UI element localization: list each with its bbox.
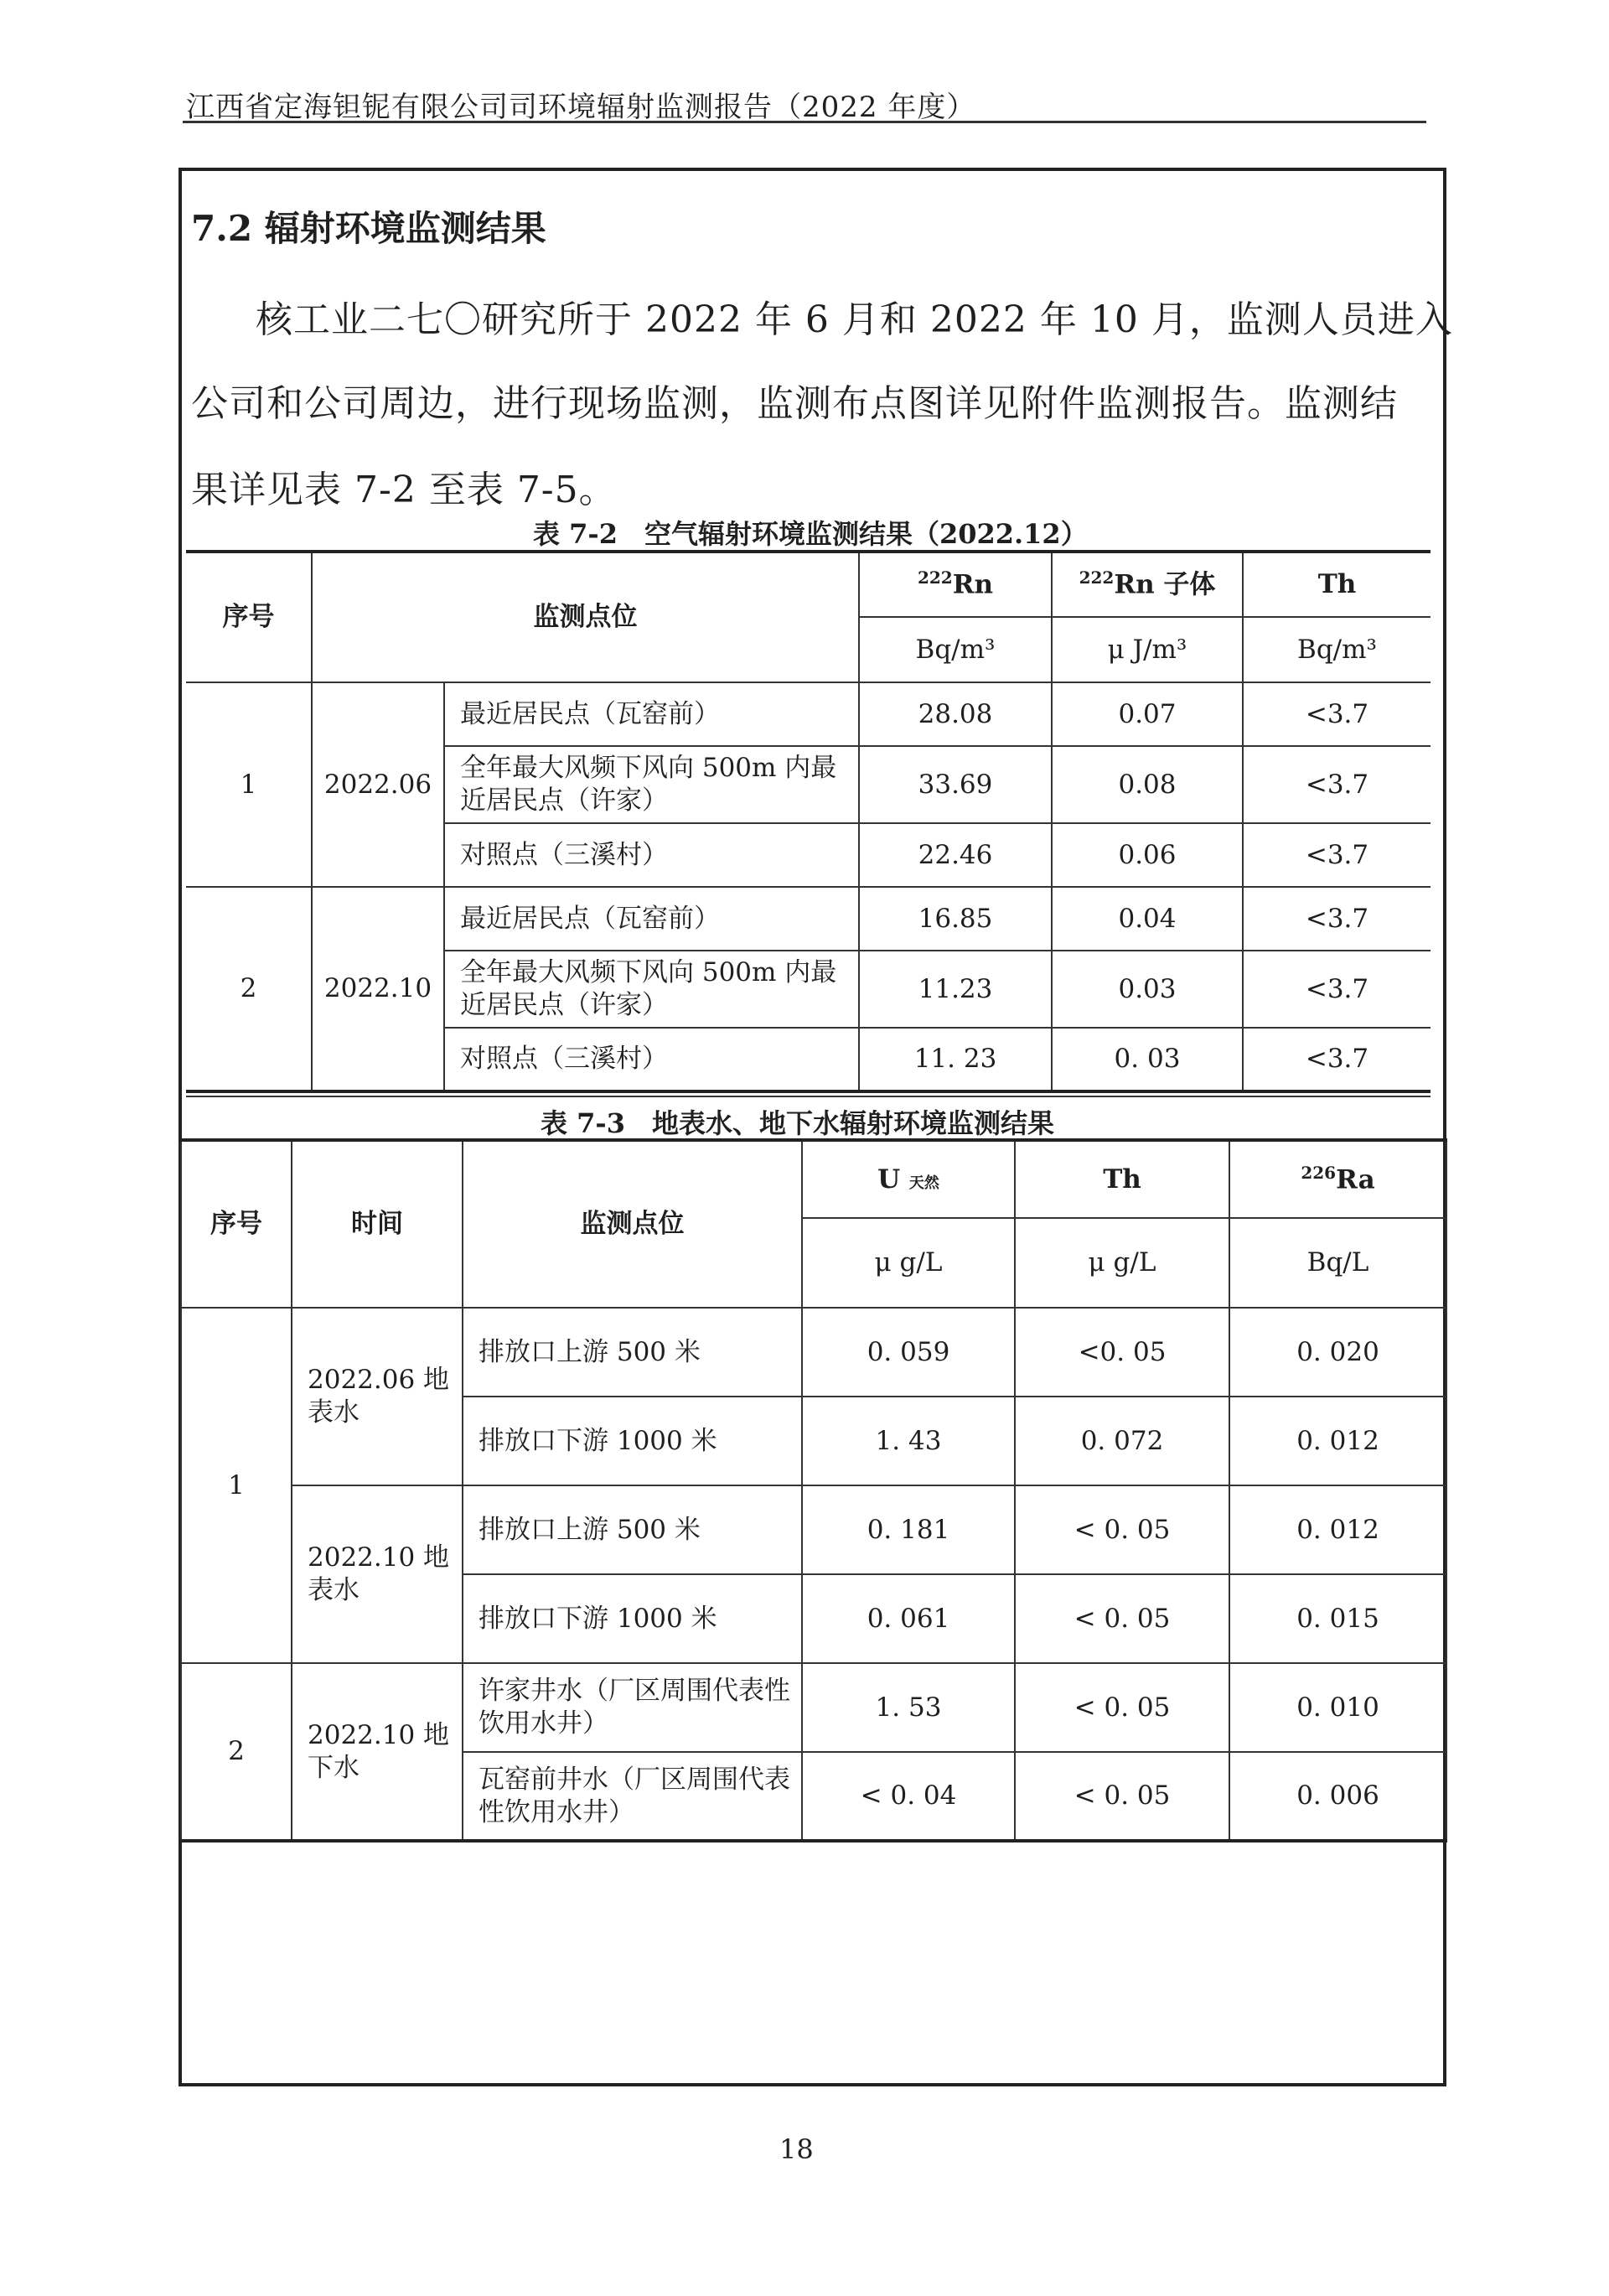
ra-value: 0. 012 xyxy=(1229,1485,1446,1574)
point-cell: 最近居民点（瓦窑前） xyxy=(444,887,859,951)
point-cell: 全年最大风频下风向 500m 内最近居民点（许家） xyxy=(444,951,859,1028)
unit-ra: Bq/L xyxy=(1229,1218,1446,1308)
date-cell: 2022.10 xyxy=(312,887,444,1091)
rn-value: 11.23 xyxy=(859,951,1052,1028)
table-7-3-caption: 表 7-3 地表水、地下水辐射环境监测结果 xyxy=(541,1107,1054,1139)
paragraph-line-1: 核工业二七〇研究所于 2022 年 6 月和 2022 年 10 月，监测人员进入 xyxy=(256,298,1453,341)
col-time-header: 时间 xyxy=(292,1140,463,1308)
u-value: 0. 061 xyxy=(802,1574,1015,1663)
point-cell: 排放口上游 500 米 xyxy=(463,1308,802,1397)
col-ra-header: $^{226}$Ra xyxy=(1229,1140,1446,1218)
th-value: <3.7 xyxy=(1243,1028,1431,1091)
point-cell: 排放口上游 500 米 xyxy=(463,1485,802,1574)
ra-value: 0. 006 xyxy=(1229,1752,1446,1841)
rn-daughter-value: 0. 03 xyxy=(1052,1028,1243,1091)
col-u-header: U 天然 xyxy=(802,1140,1015,1218)
u-value: 0. 181 xyxy=(802,1485,1015,1574)
paragraph-line-3: 果详见表 7-2 至表 7-5。 xyxy=(191,469,617,511)
point-cell: 排放口下游 1000 米 xyxy=(463,1574,802,1663)
table-7-2-bottom-rule xyxy=(186,1096,1431,1097)
rn-value: 28.08 xyxy=(859,682,1052,746)
seq-cell: 1 xyxy=(181,1308,292,1663)
paragraph-line-2: 公司和公司周边，进行现场监测，监测布点图详见附件监测报告。监测结 xyxy=(191,382,1398,425)
point-cell: 对照点（三溪村） xyxy=(444,1028,859,1091)
u-value: < 0. 04 xyxy=(802,1752,1015,1841)
th-value: <3.7 xyxy=(1243,823,1431,887)
ra-value: 0. 015 xyxy=(1229,1574,1446,1663)
seq-cell: 2 xyxy=(186,887,312,1091)
unit-th: Bq/m³ xyxy=(1243,617,1431,682)
col-rn-daughter-header: $^{222}$Rn 子体 xyxy=(1052,552,1243,617)
th-value: <0. 05 xyxy=(1015,1308,1229,1397)
ra-value: 0. 012 xyxy=(1229,1397,1446,1485)
table-7-2 xyxy=(186,550,1431,1093)
th-value: 0. 072 xyxy=(1015,1397,1229,1485)
seq-cell: 2 xyxy=(181,1663,292,1841)
time-cell: 2022.10 地表水 xyxy=(292,1485,463,1663)
unit-th: μ g/L xyxy=(1015,1218,1229,1308)
ra-value: 0. 020 xyxy=(1229,1308,1446,1397)
col-seq-header: 序号 xyxy=(186,552,312,682)
point-cell: 瓦窑前井水（厂区周围代表性饮用水井） xyxy=(463,1752,802,1841)
rn-value: 11. 23 xyxy=(859,1028,1052,1091)
rn-value: 16.85 xyxy=(859,887,1052,951)
seq-cell: 1 xyxy=(186,682,312,887)
u-value: 1. 53 xyxy=(802,1663,1015,1752)
th-value: <3.7 xyxy=(1243,951,1431,1028)
th-value: < 0. 05 xyxy=(1015,1574,1229,1663)
th-value: <3.7 xyxy=(1243,746,1431,823)
unit-rn-daughter: μ J/m³ xyxy=(1052,617,1243,682)
table-7-2-caption: 表 7-2 空气辐射环境监测结果（2022.12） xyxy=(533,518,1088,550)
th-value: <3.7 xyxy=(1243,887,1431,951)
unit-u: μ g/L xyxy=(802,1218,1015,1308)
th-value: <3.7 xyxy=(1243,682,1431,746)
page-number: 18 xyxy=(779,2133,814,2165)
time-cell: 2022.06 地表水 xyxy=(292,1308,463,1485)
col-th-header: Th xyxy=(1015,1140,1229,1218)
point-cell: 全年最大风频下风向 500m 内最近居民点（许家） xyxy=(444,746,859,823)
ra-value: 0. 010 xyxy=(1229,1663,1446,1752)
point-cell: 对照点（三溪村） xyxy=(444,823,859,887)
rn-daughter-value: 0.06 xyxy=(1052,823,1243,887)
col-point-header: 监测点位 xyxy=(463,1140,802,1308)
col-th-header: Th xyxy=(1243,552,1431,617)
th-value: < 0. 05 xyxy=(1015,1663,1229,1752)
unit-rn: Bq/m³ xyxy=(859,617,1052,682)
rn-value: 33.69 xyxy=(859,746,1052,823)
time-cell: 2022.10 地下水 xyxy=(292,1663,463,1841)
point-cell: 最近居民点（瓦窑前） xyxy=(444,682,859,746)
header-title: 江西省定海钽铌有限公司司环境辐射监测报告（2022 年度） xyxy=(186,91,976,124)
point-cell: 许家井水（厂区周围代表性饮用水井） xyxy=(463,1663,802,1752)
th-value: < 0. 05 xyxy=(1015,1752,1229,1841)
rn-daughter-value: 0.04 xyxy=(1052,887,1243,951)
section-title: 7.2 辐射环境监测结果 xyxy=(191,208,546,249)
rn-value: 22.46 xyxy=(859,823,1052,887)
rn-daughter-value: 0.03 xyxy=(1052,951,1243,1028)
col-rn-header: $^{222}$Rn xyxy=(859,552,1052,617)
th-value: < 0. 05 xyxy=(1015,1485,1229,1574)
col-point-header: 监测点位 xyxy=(312,552,859,682)
u-value: 1. 43 xyxy=(802,1397,1015,1485)
point-cell: 排放口下游 1000 米 xyxy=(463,1397,802,1485)
u-value: 0. 059 xyxy=(802,1308,1015,1397)
date-cell: 2022.06 xyxy=(312,682,444,887)
table-7-3 xyxy=(180,1138,1447,1843)
col-seq-header: 序号 xyxy=(181,1140,292,1308)
rn-daughter-value: 0.07 xyxy=(1052,682,1243,746)
header-rule xyxy=(183,121,1426,123)
rn-daughter-value: 0.08 xyxy=(1052,746,1243,823)
